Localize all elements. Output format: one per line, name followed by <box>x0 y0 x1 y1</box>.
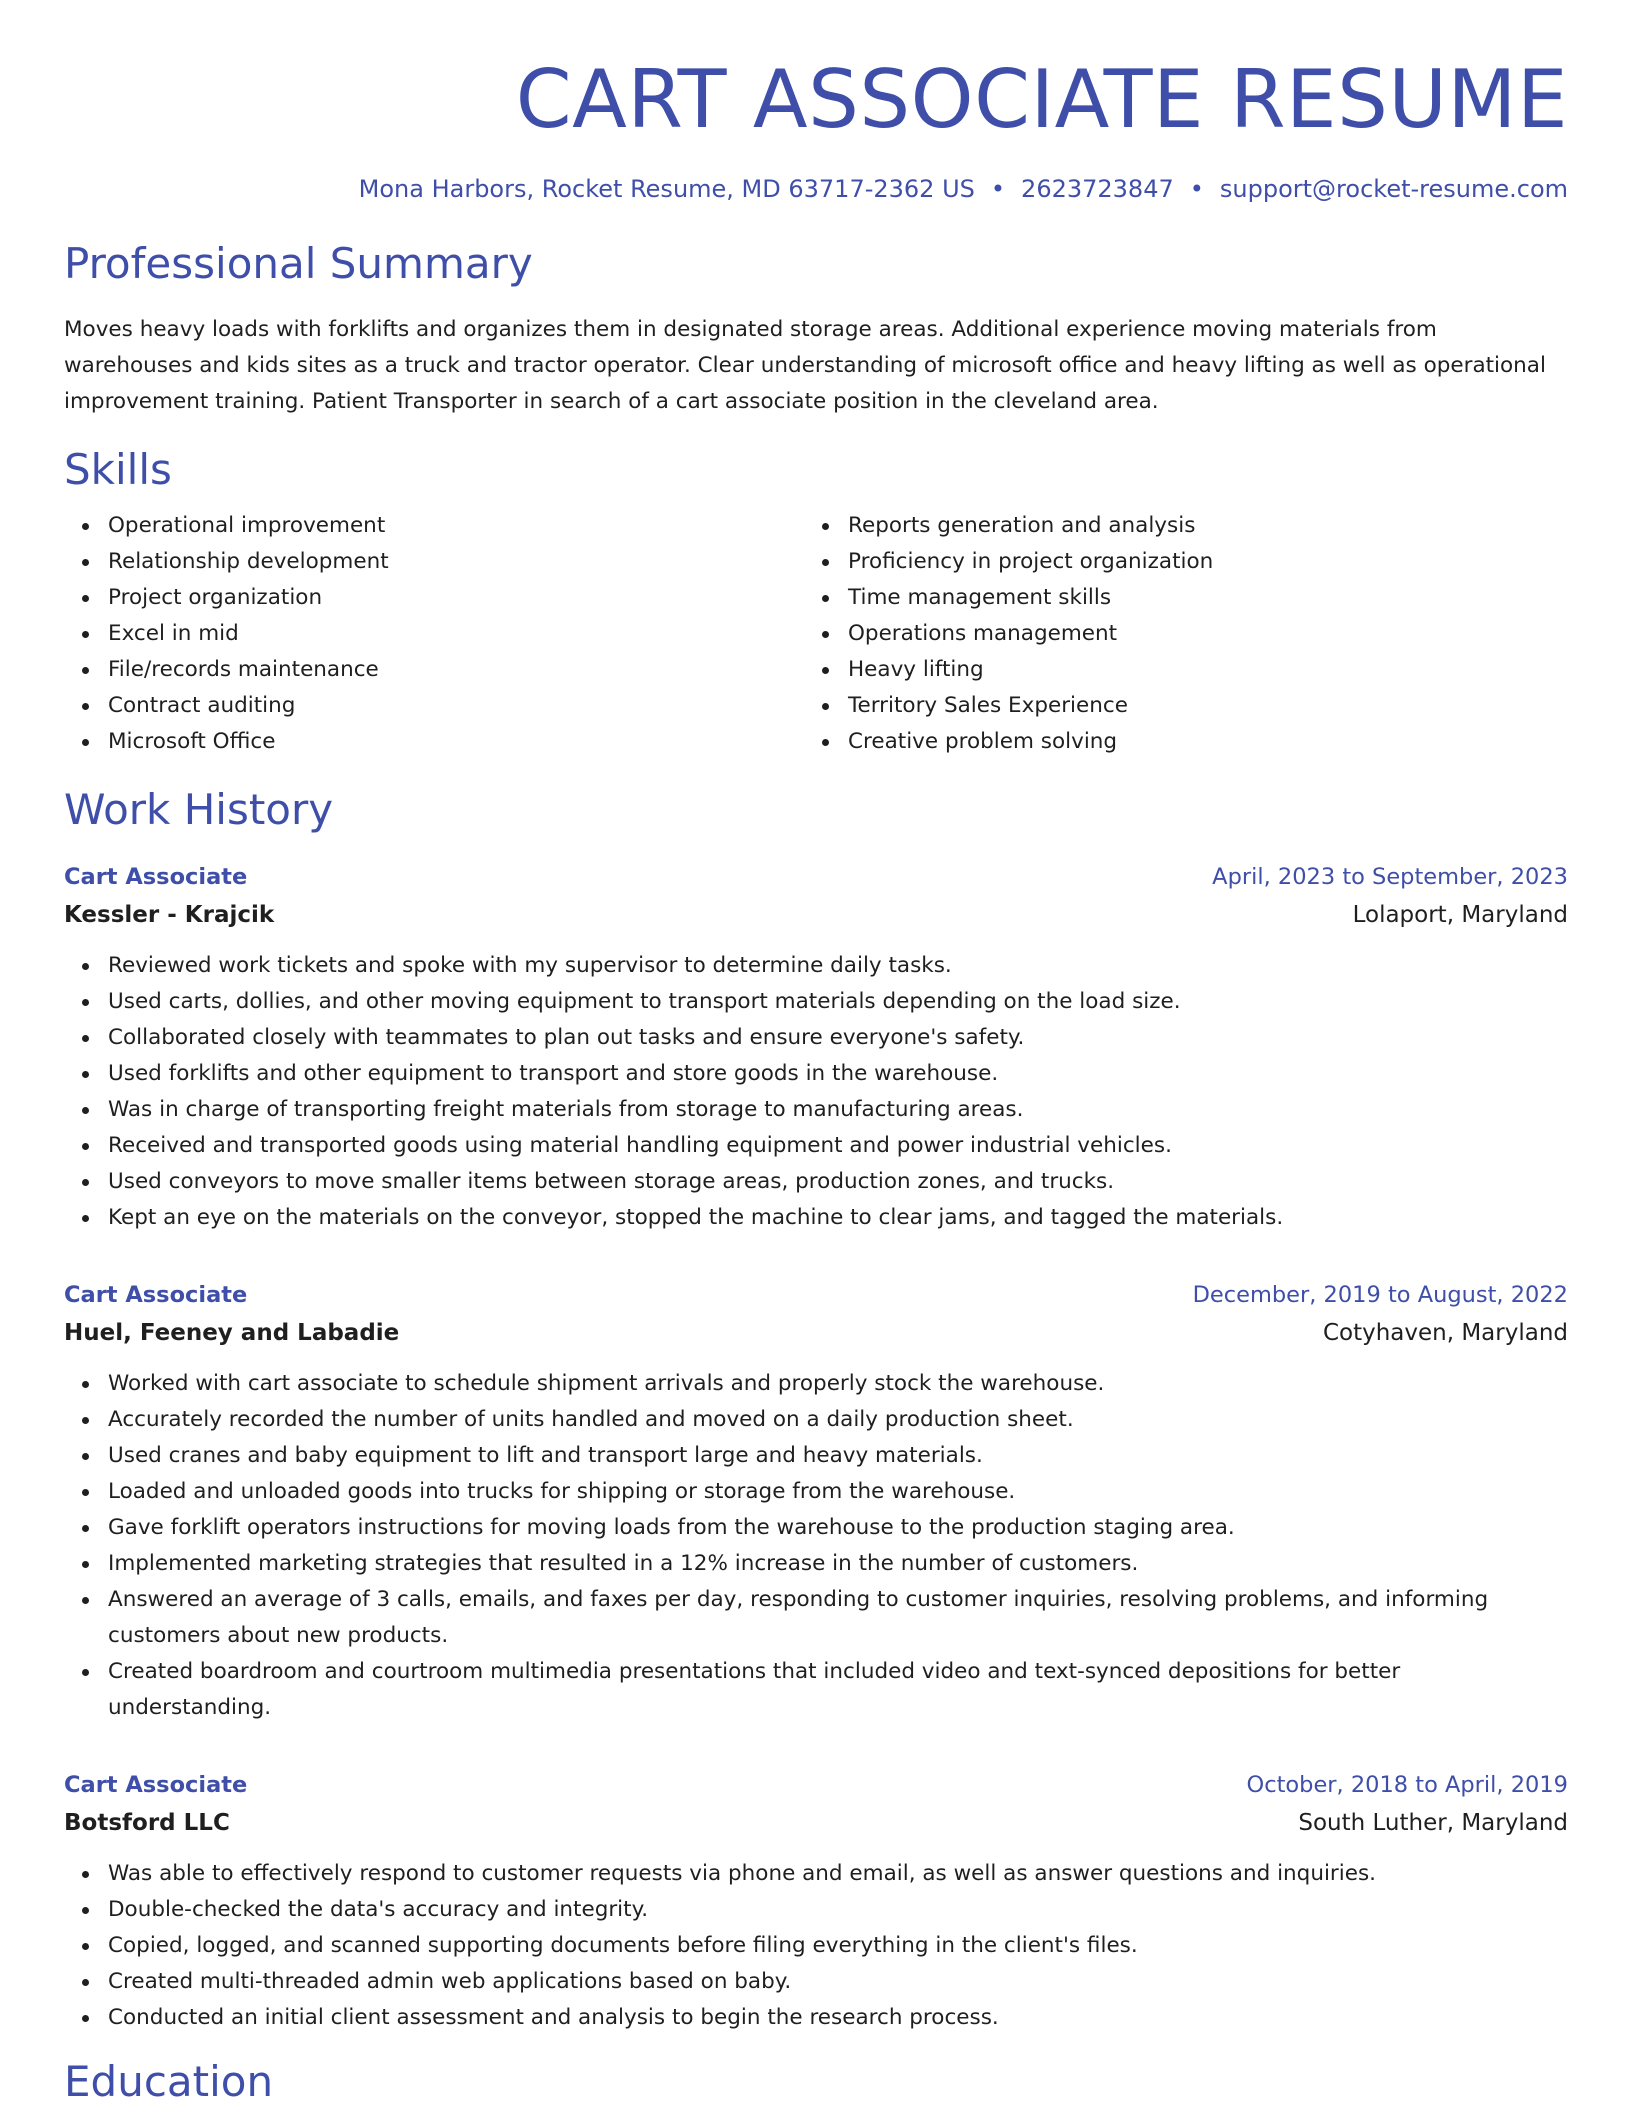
job-title: Cart Associate <box>64 1772 248 1798</box>
education-section <box>64 2056 1568 2108</box>
job-duty: Gave forklift operators instructions for moving loads from the warehouse to the production staging area. <box>108 1510 1568 1546</box>
job-company-row <box>64 896 1568 934</box>
skill-item: Contract auditing <box>108 688 804 724</box>
skills-columns <box>64 508 1568 760</box>
job-entry <box>64 858 1568 1236</box>
job-duty: Answered an average of 3 calls, emails, and faxes per day, responding to customer inquiries, resolving problems, and informing customers about new products. <box>108 1582 1568 1654</box>
contact-email: support@rocket-resume.com <box>1219 175 1568 203</box>
job-location: Lolaport, Maryland <box>1352 902 1568 928</box>
skill-item: Creative problem solving <box>848 724 1560 760</box>
job-duty: Loaded and unloaded goods into trucks for shipping or storage from the warehouse. <box>108 1474 1568 1510</box>
job-duty: Implemented marketing strategies that resulted in a 12% increase in the number of customers. <box>108 1546 1568 1582</box>
job-title: Cart Associate <box>64 1282 248 1308</box>
job-duty: Created multi-threaded admin web applications based on baby. <box>108 1964 1568 2000</box>
skill-item: File/records maintenance <box>108 652 804 688</box>
skill-item: Project organization <box>108 580 804 616</box>
skill-item: Operations management <box>848 616 1560 652</box>
contact-line <box>64 174 1568 204</box>
skill-item: Operational improvement <box>108 508 804 544</box>
job-duty: Accurately recorded the number of units handled and moved on a daily production sheet. <box>108 1402 1568 1438</box>
job-company-row <box>64 1314 1568 1352</box>
job-duty: Used carts, dollies, and other moving equipment to transport materials depending on the load size. <box>108 984 1568 1020</box>
skills-section <box>64 444 1568 760</box>
skill-item: Relationship development <box>108 544 804 580</box>
skills-list-right <box>804 508 1560 760</box>
education-heading: Education <box>64 2057 274 2106</box>
summary-section <box>64 238 1568 420</box>
job-company: Huel, Feeney and Labadie <box>64 1320 400 1346</box>
job-entry <box>64 1766 1568 2036</box>
job-duty: Double-checked the data's accuracy and integrity. <box>108 1892 1568 1928</box>
work-history-heading: Work History <box>64 785 334 834</box>
job-duty: Conducted an initial client assessment and analysis to begin the research process. <box>108 2000 1568 2036</box>
summary-text: Moves heavy loads with forklifts and organizes them in designated storage areas. Additional experience moving materials from warehouses and kids sites as a truck and tractor operator. Clear understanding of microsoft office and heavy lifting as well as operational improvement training. Patient Transporter in search of a cart associate position in the cleveland area. <box>64 317 1546 414</box>
job-company: Kessler - Krajcik <box>64 902 275 928</box>
job-duties-list <box>64 1366 1568 1726</box>
job-entry <box>64 1276 1568 1726</box>
job-location: Cotyhaven, Maryland <box>1322 1320 1568 1346</box>
job-duty: Worked with cart associate to schedule shipment arrivals and properly stock the warehouse. <box>108 1366 1568 1402</box>
job-duty: Reviewed work tickets and spoke with my supervisor to determine daily tasks. <box>108 948 1568 984</box>
job-duty: Received and transported goods using material handling equipment and power industrial vehicles. <box>108 1128 1568 1164</box>
skill-item: Microsoft Office <box>108 724 804 760</box>
job-dates: December, 2019 to August, 2022 <box>1192 1282 1568 1308</box>
job-duty: Collaborated closely with teammates to plan out tasks and ensure everyone's safety. <box>108 1020 1568 1056</box>
job-duties-list <box>64 948 1568 1236</box>
job-company: Botsford LLC <box>64 1810 230 1836</box>
job-title: Cart Associate <box>64 864 248 890</box>
skill-item: Reports generation and analysis <box>848 508 1560 544</box>
contact-phone: 2623723847 <box>1021 175 1174 203</box>
job-duty: Created boardroom and courtroom multimedia presentations that included video and text-synced depositions for better understanding. <box>108 1654 1568 1726</box>
job-dates: April, 2023 to September, 2023 <box>1212 864 1568 890</box>
summary-heading: Professional Summary <box>64 239 533 288</box>
job-title-row <box>64 1276 1568 1314</box>
job-location: South Luther, Maryland <box>1298 1810 1568 1836</box>
job-duty: Copied, logged, and scanned supporting documents before filing everything in the client's files. <box>108 1928 1568 1964</box>
resume-title: CART ASSOCIATE RESUME <box>515 53 1568 146</box>
job-dates: October, 2018 to April, 2019 <box>1246 1772 1568 1798</box>
job-duty: Used cranes and baby equipment to lift and transport large and heavy materials. <box>108 1438 1568 1474</box>
contact-separator: • <box>1189 175 1204 203</box>
skills-list-left <box>64 508 804 760</box>
job-duty: Used forklifts and other equipment to transport and store goods in the warehouse. <box>108 1056 1568 1092</box>
job-duty: Kept an eye on the materials on the conveyor, stopped the machine to clear jams, and tagged the materials. <box>108 1200 1568 1236</box>
skill-item: Territory Sales Experience <box>848 688 1560 724</box>
contact-address: Mona Harbors, Rocket Resume, MD 63717-2362 US <box>358 175 975 203</box>
job-duties-list <box>64 1856 1568 2036</box>
skills-heading: Skills <box>64 445 172 494</box>
skill-item: Time management skills <box>848 580 1560 616</box>
job-title-row <box>64 1766 1568 1804</box>
job-title-row <box>64 858 1568 896</box>
skill-item: Heavy lifting <box>848 652 1560 688</box>
resume-header <box>64 0 1568 204</box>
skill-item: Proficiency in project organization <box>848 544 1560 580</box>
job-duty: Used conveyors to move smaller items between storage areas, production zones, and trucks. <box>108 1164 1568 1200</box>
job-duty: Was able to effectively respond to customer requests via phone and email, as well as answer questions and inquiries. <box>108 1856 1568 1892</box>
job-duty: Was in charge of transporting freight materials from storage to manufacturing areas. <box>108 1092 1568 1128</box>
work-history-section <box>64 784 1568 2036</box>
job-company-row <box>64 1804 1568 1842</box>
contact-separator: • <box>990 175 1006 203</box>
skill-item: Excel in mid <box>108 616 804 652</box>
